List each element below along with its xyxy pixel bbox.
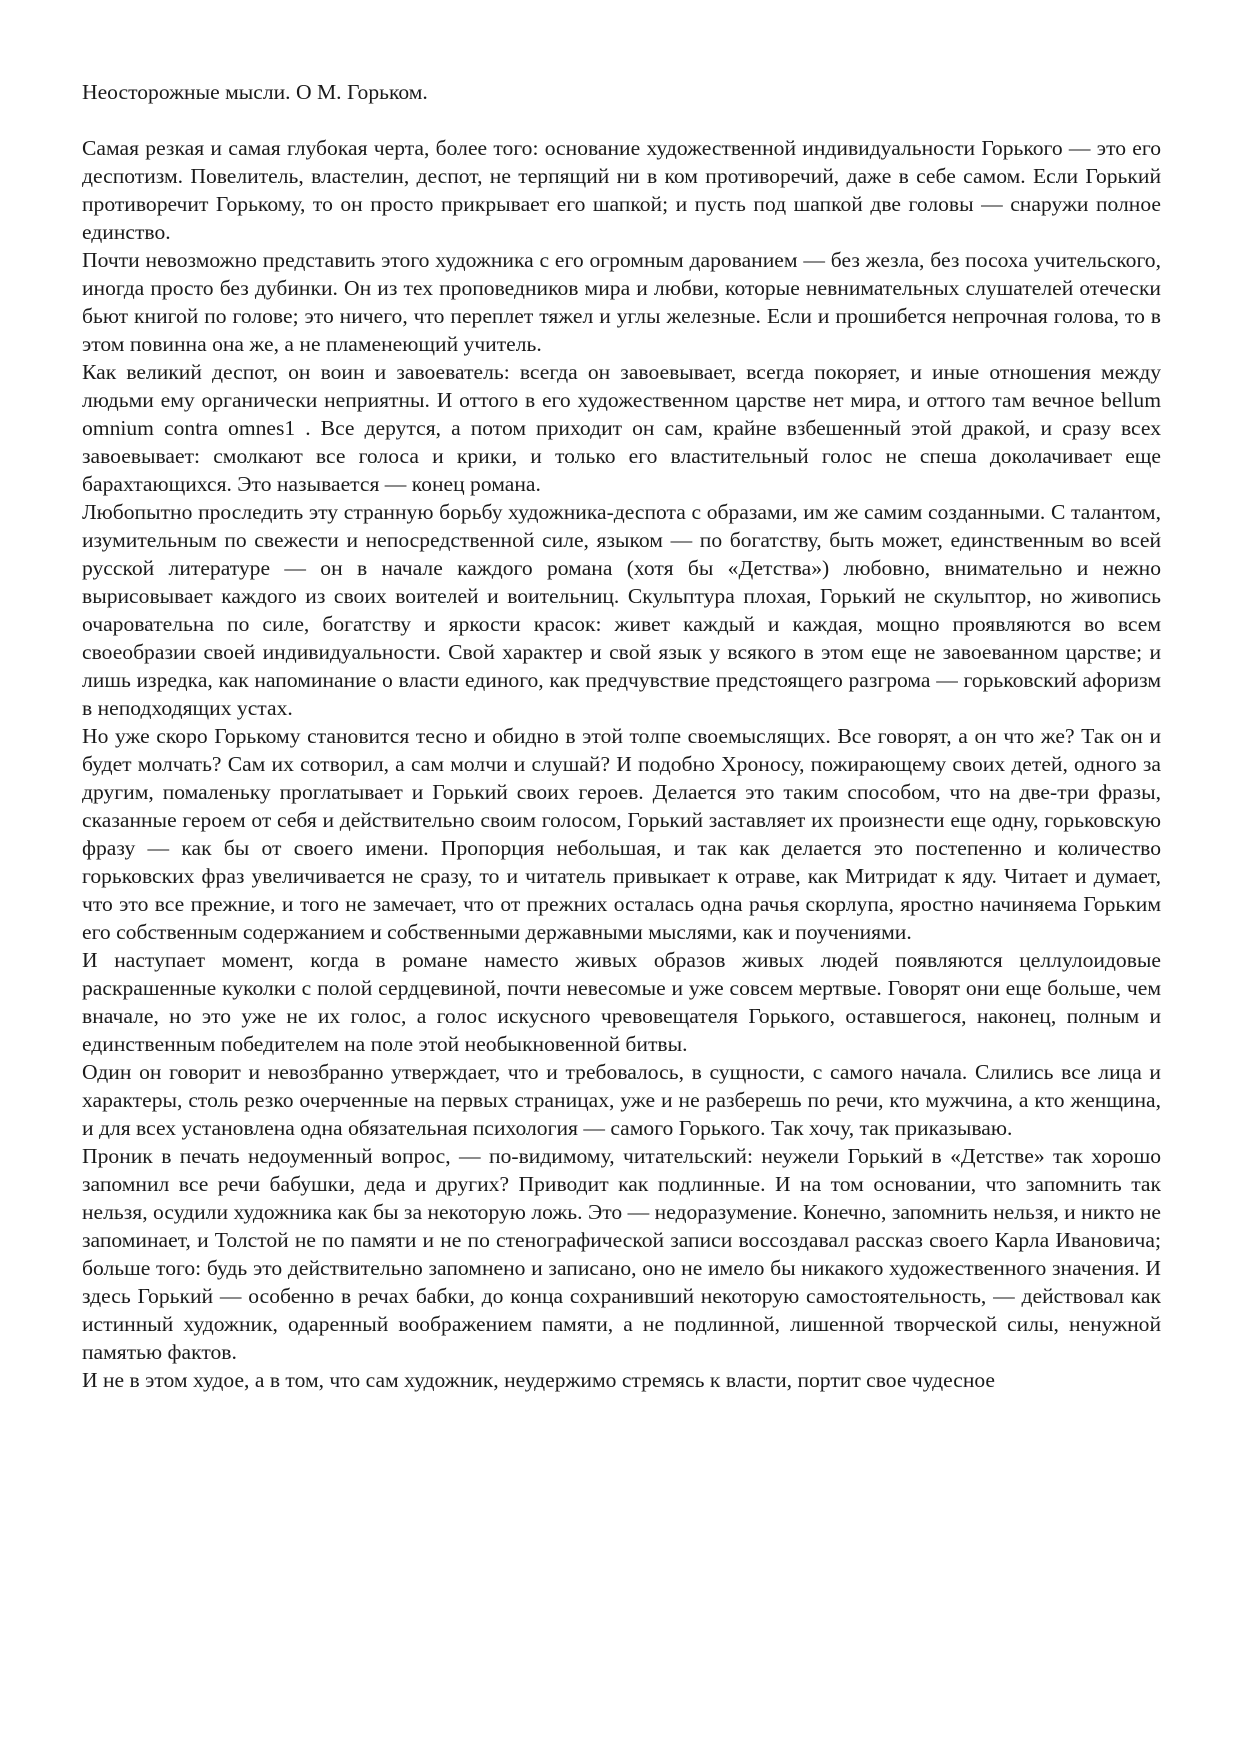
document-title: Неосторожные мысли. О М. Горьком. — [82, 80, 428, 104]
paragraph: Почти невозможно представить этого художника с его огромным дарованием — без жезла, без посоха учительского, иногда просто без дубинки. Он из тех проповедников мира и любви, которые невнимательных слушателей отечески бьют книгой по голове; это ничего, что переплет тяжел и углы железные. Если и прошибется непрочная голова, то в этом повинна она же, а не пламенеющий учитель. — [82, 248, 1161, 356]
paragraph: Проник в печать недоуменный вопрос, — по-видимому, читательский: неужели Горький в «Детстве» так хорошо запомнил все речи бабушки, деда и других? Приводит как подлинные. И на том основании, что запомнить так нельзя, осудили художника как бы за некоторую ложь. Это — недоразумение. Конечно, запомнить нельзя, и никто не запоминает, и Толстой не по памяти и не по стенографической записи воссоздавал рассказ своего Карла Ивановича; больше того: будь это действительно запомнено и записано, оно не имело бы никакого художественного значения. И здесь Горький — особенно в речах бабки, до конца сохранивший некоторую самостоятельность, — действовал как истинный художник, одаренный воображением памяти, а не подлинной, лишенной творческой силы, ненужной памятью фактов. — [82, 1144, 1161, 1364]
paragraph: Любопытно проследить эту странную борьбу художника-деспота с образами, им же самим созданными. С талантом, изумительным по свежести и непосредственной силе, языком — по богатству, быть может, единственным во всей русской литературе — он в начале каждого романа (хотя бы «Детства») любовно, внимательно и нежно вырисовывает каждого из своих воителей и воительниц. Скульптура плохая, Горький не скульптор, но живопись очаровательна по силе, богатству и яркости красок: живет каждый и каждая, мощно проявляются во всем своеобразии своей индивидуальности. Свой характер и свой язык у всякого в этом еще не завоеванном царстве; и лишь изредка, как напоминание о власти единого, как предчувствие предстоящего разгрома — горьковский афоризм в неподходящих устах. — [82, 500, 1161, 720]
paragraph: Как великий деспот, он воин и завоеватель: всегда он завоевывает, всегда покоряет, и иные отношения между людьми ему органически неприятны. И оттого в его художественном царстве нет мира, и оттого там вечное bellum omnium contra omnes1 . Все дерутся, а потом приходит он сам, крайне взбешенный этой дракой, и сразу всех завоевывает: смолкают все голоса и крики, и только его властительный голос не спеша доколачивает еще барахтающихся. Это называется — конец романа. — [82, 360, 1161, 496]
paragraph: И наступает момент, когда в романе наместо живых образов живых людей появляются целлулоидовые раскрашенные куколки с полой сердцевиной, почти невесомые и уже совсем мертвые. Говорят они еще больше, чем вначале, но это уже не их голос, а голос искусного чревовещателя Горького, оставшегося, наконец, полным и единственным победителем на поле этой необыкновенной битвы. — [82, 948, 1161, 1056]
paragraph-last: И не в этом худое, а в том, что сам художник, неудержимо стремясь к власти, портит свое чудесное — [82, 1368, 996, 1392]
document-page — [82, 78, 1161, 1394]
paragraph: Один он говорит и невозбранно утверждает, что и требовалось, в сущности, с самого начала. Слились все лица и характеры, столь резко очерченные на первых страницах, уже и не разберешь по речи, кто мужчина, а кто женщина, и для всех установлена одна обязательная психология — самого Горького. Так хочу, так приказываю. — [82, 1060, 1161, 1140]
paragraph: Самая резкая и самая глубокая черта, более того: основание художественной индивидуальности Горького — это его деспотизм. Повелитель, властелин, деспот, не терпящий ни в ком противоречий, даже в себе самом. Если Горький противоречит Горькому, то он просто прикрывает его шапкой; и пусть под шапкой две головы — снаружи полное единство. — [82, 136, 1161, 244]
paragraph: Но уже скоро Горькому становится тесно и обидно в этой толпе своемыслящих. Все говорят, а он что же? Так он и будет молчать? Сам их сотворил, а сам молчи и слушай? И подобно Хроносу, пожирающему своих детей, одного за другим, помаленьку проглатывает и Горький своих героев. Делается это таким способом, что на две-три фразы, сказанные героем от себя и действительно своим голосом, Горький заставляет их произнести еще одну, горьковскую фразу — как бы от своего имени. Пропорция небольшая, и так как делается это постепенно и количество горьковских фраз увеличивается не сразу, то и читатель привыкает к отраве, как Митридат к яду. Читает и думает, что это все прежние, и того не замечает, что от прежних осталась одна рачья скорлупа, яростно начиняема Горьким его собственным содержанием и собственными державными мыслями, как и поучениями. — [82, 724, 1161, 944]
